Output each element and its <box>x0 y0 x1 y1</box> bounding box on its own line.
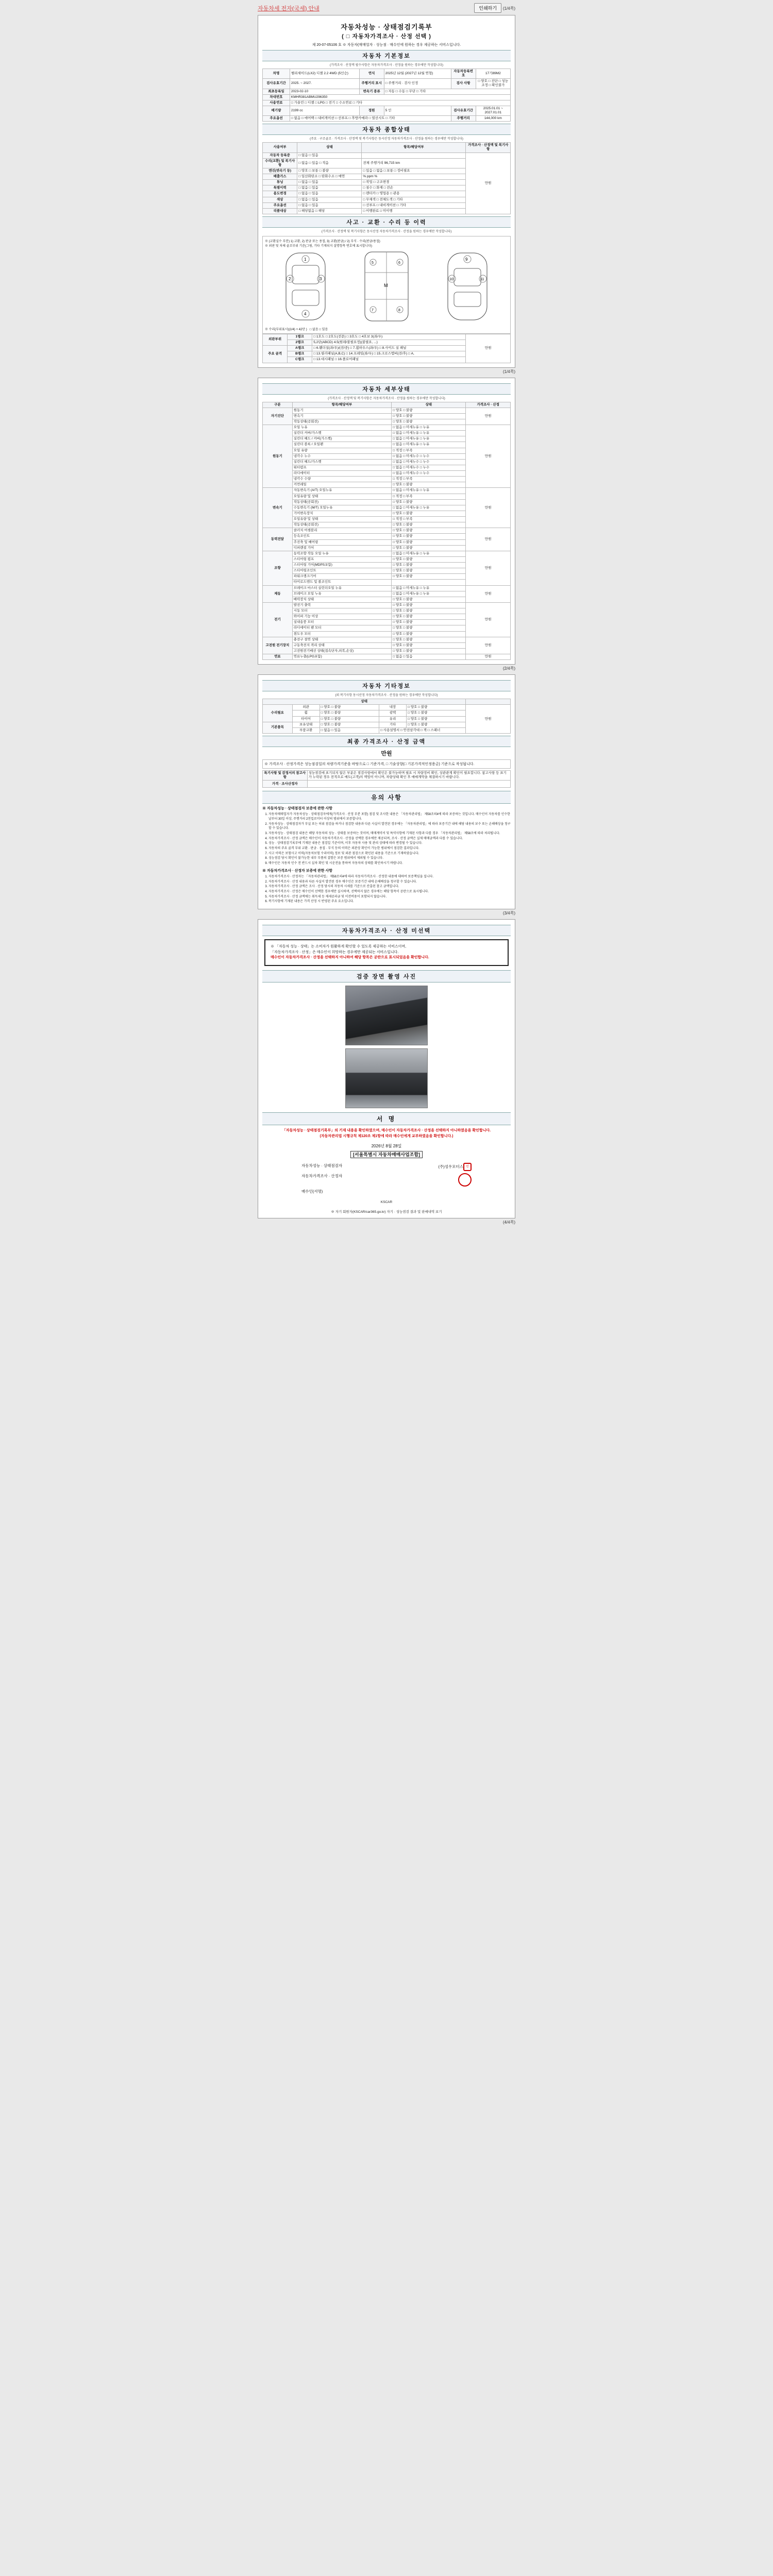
vehicle-photo-front <box>345 986 428 1045</box>
footer-note: ※ 자기 회원자(KSCAR/car365.go.kr) 자기 · 성능점검 결과 및 판매내역 보기 <box>331 1210 442 1214</box>
svg-text:11: 11 <box>480 277 484 281</box>
table-row: B랭크 □ 13.필러패널(A,B,C) □ 14.프레임(좌/우) □ 15.크로스멤버(전/후) □ A, <box>263 351 511 357</box>
signature-rows <box>301 1162 472 1195</box>
table-row: 작동상태(공회전) □ 양호 □ 불량 <box>263 522 511 528</box>
table-row <box>263 89 511 94</box>
sheet-page-4 <box>258 919 515 1218</box>
table-row: 스티어링 펌프 □ 양호 □ 불량 <box>263 556 511 562</box>
section-basic-title: 자동차 기본정보 <box>262 50 511 61</box>
list-item: 1. 자동차매매업자가 자동차성능 · 상태점검자에게(가격조사 · 산정 부분 포함) 점검 및 조사한 내용은 「자동차관리법」 제58조의4에 따라 보증하는 것입니다. 매수인이 자동차를 인수한 날부터 30일 이상, 주행거리 2천킬로미터 이상의 범위에서 보증합니다. <box>268 812 511 821</box>
cell-label: 자동차등록번호 <box>451 69 476 79</box>
sheet-page-2 <box>258 378 515 665</box>
table-row: 원동기 오일 누유 □ 없음 □ 미세누유 □ 누유 만원 <box>263 425 511 431</box>
table-row: 디퍼렌셜 기어 □ 양호 □ 불량 <box>263 545 511 551</box>
basic-info-table <box>262 69 511 122</box>
price-cell: 만원 <box>466 602 511 637</box>
table-row: 오일 유량 □ 적정 □ 부족 <box>263 448 511 453</box>
final-amount: 만원 <box>381 750 392 757</box>
table-row <box>263 100 511 106</box>
price-cell: 만원 <box>466 488 511 528</box>
table-row: 작동상태(공회전) □ 양호 □ 불량 <box>263 419 511 425</box>
other-info-table <box>262 699 511 734</box>
photos-title: 검증 장면 촬영 사진 <box>262 970 511 982</box>
table-row: 색상 □ 없음 □ 있음 □ 무채색 □ 전체도색 □ 기타 <box>263 197 511 202</box>
signature-row <box>301 1162 472 1172</box>
table-row: 용도변경 □ 없음 □ 있음 □ 렌터카 □ 영업용 □ 관용 <box>263 191 511 197</box>
price-cell: 만원 <box>466 705 511 734</box>
mileage-value: 144,000 <box>484 116 497 121</box>
table-row: 와이퍼 기능 이상 □ 양호 □ 불량 <box>263 614 511 620</box>
table-row: 타이어 □ 양호 □ 불량 유리 □ 양호 □ 불량 <box>263 716 511 722</box>
col-header: 구분 <box>263 402 293 408</box>
table-row: 엔진(변속기 등) □ 양호 □ 보통 □ 불량 □ 있음 □ 없음 □ 보통 □ 정비필요 <box>263 168 511 174</box>
table-row: 라디에이터 □ 없음 □ 미세누수 □ 누수 <box>263 471 511 477</box>
list-item: 3. 자동차성능 · 상태점검 내용은 해당 자동차의 성능 · 상태를 보증하는 것이며, 매매계약서 및 특약사항에 기재된 사항과 다를 경우 「자동차관리법」 제58조에 따라 처리됩니다. <box>268 832 511 836</box>
tax-link[interactable]: 자동차세 전자(국세) 안내 <box>258 5 320 12</box>
table-row: 스티어링 기어(MDPS포함) □ 양호 □ 불량 <box>263 563 511 568</box>
cell-label: 변속기 종류 <box>359 89 384 94</box>
cell-label: 검사유효기간 <box>451 106 476 115</box>
table-row <box>263 94 511 100</box>
table-row: 수리(교환) 및 복기사항 □ 없음 □ 있음 □ 적음 전체 주행거리 96,715 km <box>263 158 511 168</box>
table-row: 브레이크 오일 누유 □ 없음 □ 미세누유 □ 누유 <box>263 591 511 597</box>
damage-diagram <box>262 236 511 334</box>
section-accident-title: 사고 · 교환 · 수리 등 이력 <box>262 216 511 228</box>
price-cell: 만원 <box>466 152 511 214</box>
svg-text:7: 7 <box>371 308 374 312</box>
table-row: 특기사항 및 감정서의 참고사항 성능점검에 표기되지 않은 부분은 점검사항에서 확인은 불가능하며 필요 시 차량정비 확인, 상관관계 확인이 필요합니다. 참고사항 등 표기가 누락된 경우 전적으로 매도(고객)의 책임이 아니며, 차량상태 확인 후 매매계약을 체결하시기 바랍니다. <box>263 770 511 780</box>
table-row: 실린더 블록 / 오일팬 □ 없음 □ 미세누유 □ 누유 <box>263 442 511 448</box>
cell-label: 주행거리 <box>451 116 476 122</box>
notice-body <box>262 806 511 904</box>
col-header: 상태 <box>263 699 466 705</box>
cell-value: 팰리세이드(LX2) 디젤 2.2 4WD (5인승) <box>290 69 359 79</box>
cell-value: □ 없음 □ 에어백 □ 내비게이션 □ 선루프 □ 후방카메라 □ 열선시트 □ 기타 <box>290 116 451 122</box>
table-row: 윈도우 모터 □ 양호 □ 불량 <box>263 631 511 637</box>
section-other-title: 자동차 기타정보 <box>262 680 511 691</box>
section-select-title: 자동차가격조사 · 산정 미선택 <box>262 925 511 936</box>
table-row: 수리필요 외관 □ 양호 □ 불량 내장 □ 양호 □ 불량 만원 <box>263 705 511 710</box>
table-row: 실린더 헤드/가스켓 □ 없음 □ 미세누수 □ 누수 <box>263 459 511 465</box>
notice-title: 유의 사항 <box>262 791 511 804</box>
sign-title: 서 명 <box>262 1112 511 1125</box>
table-row: 휠 □ 양호 □ 불량 광택 □ 양호 □ 불량 <box>263 710 511 716</box>
remark-table <box>262 770 511 788</box>
car-view-right <box>436 248 498 325</box>
svg-text:1: 1 <box>304 257 307 262</box>
select-line-1: ※ 「자동차 성능 · 상태」는 소비자가 원활하게 확인할 수 있도록 제공하는 서비스이며, <box>271 945 407 949</box>
table-row: 튜닝 □ 없음 □ 있음 □ 작업 □ 구조변경 <box>263 180 511 185</box>
col-header: 항목/해당여부 <box>292 402 391 408</box>
table-row: 조향 동력조향 작동 오일 누유 □ 없음 □ 미세누유 □ 누유 만원 <box>263 551 511 556</box>
signature-label: 매수인(서명) <box>301 1189 323 1194</box>
cell-label: 주요옵션 <box>263 116 290 122</box>
cell-label: 배기량 <box>263 106 290 115</box>
cell-label: 차대번호 <box>263 94 290 100</box>
cell-value: □ 가솔린 □ 디젤 □ LPG □ 전기 □ 수소연료 □ 기타 <box>290 100 510 106</box>
car-view-top <box>356 248 417 325</box>
list-item: 4. 자동차가격조사 · 산정은 매수인이 선택한 경우에만 실시하며, 선택하지 않은 경우에는 해당 항목이 공란으로 표시됩니다. <box>268 890 511 894</box>
section-basic-note: (가격조사 · 산정액 필수사항은 자동차가격조사 · 산정을 원하는 경우에만 작성합니다) <box>329 64 444 67</box>
table-row: 배기량 2199 cc 정원 5 인 검사유효기간 2025.01.01 ~ 2027.01.01 <box>263 106 511 115</box>
list-item: 5. 자동차가격조사 · 산정 금액에는 취득세 등 제세공과금 및 이전비용이 포함되지 않습니다. <box>268 895 511 900</box>
svg-text:8: 8 <box>398 308 400 312</box>
svg-text:10: 10 <box>449 277 454 281</box>
page-footer-2: (2/4쪽) <box>502 666 515 671</box>
svg-text:6: 6 <box>398 261 400 265</box>
col-header: 항목/해당여부 <box>362 143 466 152</box>
cell-label: 정원 <box>359 106 384 115</box>
doc-subtitle: ( □ 자동차가격조사 · 산정 선택 ) <box>342 33 431 40</box>
table-row: 구동축전지 격리 상태 □ 양호 □ 불량 <box>263 642 511 648</box>
table-row: 실린더 헤드 / 커버(가스켓) □ 없음 □ 미세누유 □ 누유 <box>263 436 511 442</box>
table-row: 주요옵션 □ 없음 □ 에어백 □ 내비게이션 □ 선루프 □ 후방카메라 □ 열선시트 □ 기타 주행거리 144,000 km <box>263 116 511 122</box>
notice-group-title: ※ 자동차가격조사 · 산정자 보증에 관한 사항 <box>262 869 332 873</box>
frame-rank-table <box>262 334 511 363</box>
list-item: 4. 자동차가격조사 · 산정 금액은 매수인이 자동차가격조사 · 산정을 선택한 경우에만 제공되며, 조사 · 산정 금액은 실제 매매금액과 다를 수 있습니다. <box>268 837 511 841</box>
col-header <box>466 699 511 705</box>
sign-red-1: 「자동차성능 · 상태점검기록부」의 기재 내용을 확인하였으며, 매수인이 자동차가격조사 · 산정을 선택하지 아니하였음을 확인합니다. <box>282 1128 491 1132</box>
section-detail-title: 자동차 세부상태 <box>262 383 511 395</box>
cell-value: 2025. ~ 2027. <box>290 79 359 89</box>
doc-title: 자동차성능 · 상태점검기록부 <box>341 23 432 31</box>
cell-label: 차명 <box>263 69 290 79</box>
footer-kscar-code: KSCAR <box>380 1200 393 1204</box>
cell-value: 2023-02-10 <box>290 89 359 94</box>
notice-list-1 <box>268 812 511 866</box>
table-row: 주요옵션 □ 없음 □ 있음 □ 선루프 □ 내비게이션 □ 기타 <box>263 202 511 208</box>
table-row: 고전원 전기장치 충전구 절연 상태 □ 양호 □ 불량 만원 <box>263 637 511 642</box>
col-header: 가격조사 · 산정액 및 복기사항 <box>466 143 511 152</box>
table-row <box>263 79 511 89</box>
table-row: 변속기 자동변속기 (A/T) 오일누유 □ 없음 □ 미세누유 □ 누유 만원 <box>263 488 511 494</box>
cell-value: □ 주행거리 · 검사 인정 <box>384 79 451 89</box>
sign-org-box <box>262 1151 511 1158</box>
select-box <box>264 939 509 966</box>
seal-stamp-icon: 인 <box>463 1163 472 1171</box>
list-item: 7. 사고 이력은 보험사고 이력(자동차보험 수리이력) 정보 및 외관 점검으로 확인된 내용을 기준으로 기재하였습니다. <box>268 852 511 856</box>
print-button[interactable]: 인쇄하기 <box>474 3 501 13</box>
page-footer-4: (4/4쪽) <box>502 1219 515 1225</box>
signature-label: 자동차성능 · 상태점검자 <box>301 1163 343 1168</box>
table-row: 기어변속장치 □ 양호 □ 불량 <box>263 511 511 516</box>
doc-docnumber: 제 20-07-05106 호 ※ 자동차(매매업자 · 성능점 · 매수인에 원하는 경우 제공하는 서비스입니다. <box>312 43 461 47</box>
list-item: 6. 자동차의 주요 골격 부위 교환 · 판금 · 용접 · 부식 등의 이력은 외관상 확인이 가능한 범위에서 점검한 결과입니다. <box>268 846 511 851</box>
table-row: 제동 브레이크 마스터 실린더오일 누유 □ 없음 □ 미세누유 □ 누유 만원 <box>263 585 511 591</box>
svg-text:2: 2 <box>288 276 291 281</box>
list-item: 3. 자동차가격조사 · 산정 금액은 조사 · 산정 당시의 자동차 시세를 기준으로 산출된 참고 금액입니다. <box>268 885 511 889</box>
list-item: 5. 성능 · 상태점검기록부에 기재된 내용은 점검일 기준이며, 이후 자동차 사용 및 관리 상태에 따라 변경될 수 있습니다. <box>268 841 511 846</box>
section-overall-note: (주요 · 구조골조 · 가격조사 · 산정액 및 복기사항은 동시산정 자동차가격조사 · 산정을 원하는 경우에만 작성합니다) <box>310 138 463 141</box>
table-row: 배출가스 □ 일산화탄소 □ 탄화수소 □ 매연 % ppm % <box>263 174 511 180</box>
cell-label: 최초등록일 <box>263 89 290 94</box>
table-row: 수동변속기 (M/T) 오일누유 □ 없음 □ 미세누유 □ 누유 <box>263 505 511 511</box>
table-row: C랭크 □ 13.대시패널 □ 16.플로어패널 <box>263 357 511 363</box>
table-row: 전기 발전기 출력 □ 양호 □ 불량 만원 <box>263 602 511 608</box>
table-row: 냉각수 누수 □ 없음 □ 미세누수 □ 누수 <box>263 453 511 459</box>
table-row: 라디에이터 팬 모터 □ 양호 □ 불량 <box>263 625 511 631</box>
section-price-title: 최종 가격조사 · 산정 금액 <box>262 736 511 747</box>
vehicle-photo-rear <box>345 1048 428 1108</box>
table-row: 실내송풍 모터 □ 양호 □ 불량 <box>263 620 511 625</box>
table-row: 기본품목 보유상태 □ 양호 □ 불량 기타 □ 양호 □ 불량 <box>263 722 511 727</box>
table-row: 자동차 등록증 □ 없음 □ 있음 만원 <box>263 152 511 158</box>
cell-label: 검사유효기간 <box>263 79 290 89</box>
signature-row <box>301 1188 472 1195</box>
table-row: 스티어링조인트 □ 양호 □ 불량 <box>263 568 511 574</box>
table-row: 변속기 □ 양호 □ 불량 <box>263 413 511 419</box>
cell-label: 주행거리 표시 <box>359 79 384 89</box>
price-cell: 만원 <box>466 408 511 425</box>
diagram-note-1: ※ (교환실수 부분) 1) 교환, 2) 판금 또는 용접, 3) 교환(판금) / 2) 부식 · 수리(판금/용접) <box>265 240 380 243</box>
diagram-note-2: ※ 외판 및 차체 골조부위 기준(그림, 기타 기재되지 설명항목 번호에 표시합니다) <box>265 244 373 248</box>
detail-state-table <box>262 402 511 660</box>
table-row: 타이로드엔드 및 볼조인트 <box>263 580 511 585</box>
price-cell: 만원 <box>466 334 511 363</box>
table-row: 냉각수 수량 □ 적정 □ 부족 <box>263 477 511 482</box>
svg-text:5: 5 <box>371 261 374 265</box>
select-line-3: 매수인이 자동차가격조사 · 산정을 선택하지 아니하여 해당 항목은 공란으로 표시되었음을 확인합니다. <box>271 956 429 960</box>
table-row: 가격 · 조사산정자 <box>263 781 511 788</box>
list-item: 8. 성능점검 당시 확인이 불가능한 내부 부품의 결함은 보증 범위에서 제외될 수 있습니다. <box>268 856 511 861</box>
signature-row <box>301 1172 472 1188</box>
table-row: 파워크랭크기어 □ 양호 □ 불량 <box>263 574 511 580</box>
table-row: 동력전달 클러치 어셈블리 □ 양호 □ 불량 만원 <box>263 528 511 534</box>
col-header: 상태 <box>392 402 466 408</box>
price-cell: 만원 <box>466 637 511 654</box>
table-row: 부품교환 □ 없음 □ 있음 □ 사용설명서 □ 안전삼각대 □ 잭 □ 스패너 <box>263 727 511 733</box>
table-row: 주요 골격 A랭크 □ 6.휀더설(좌/우)/(전/중) □ 7.휠하우스(좌/우) □ 8.사이드 실 패널 <box>263 346 511 351</box>
notice-group-title: ※ 자동차성능 · 상태점검자 보증에 관한 사항 <box>262 807 332 811</box>
topbar <box>0 0 773 15</box>
cell-value: □ 양호 □ 진단 □ 성능조정 □ 확인불가 <box>476 79 510 89</box>
cell-label: 연식 <box>359 69 384 79</box>
section-other-note: (외 복기사항 동시산정 자동차가격조사 · 산정을 원하는 경우에만 작성합니다) <box>335 694 438 698</box>
table-row: 시동 모터 □ 양호 □ 불량 <box>263 608 511 614</box>
table-row: 특별이력 □ 없음 □ 있음 □ 침수 □ 화재 □ 전손 <box>263 185 511 191</box>
page-footer-3: (3/4쪽) <box>502 911 515 916</box>
section-accident-note: (가격조사 · 산정액 및 복기사항은 동시산정 자동차가격조사 · 산정을 원하는 경우에만 작성합니다) <box>321 230 452 233</box>
col-header: 상태 <box>297 143 362 152</box>
list-item: 2. 자동차성능 · 상태점검자가 부실 또는 허위 점검을 하거나 점검한 내용과 다른 사실이 발견된 경우에는 「자동차관리법」에 따라 보증기간 내에 해당 내용의 보수 또는 손해배상을 청구할 수 있습니다. <box>268 822 511 831</box>
cell-value: 17기89M2 <box>476 69 510 79</box>
svg-text:9: 9 <box>465 257 468 262</box>
cell-value: KMHR381ABMU296350 <box>290 94 510 100</box>
table-row: 커먼레일 □ 양호 □ 불량 <box>263 482 511 488</box>
table-row: 오일유량 및 상태 □ 적정 □ 부족 <box>263 517 511 522</box>
select-line-2: 「자동차가격조사 · 산정」은 매수인이 희망하는 경우에만 제공되는 서비스입니다. <box>271 950 399 954</box>
price-cell: 만원 <box>466 425 511 488</box>
table-row: 2랭크 5,2단(ABCD) 4.5(원래/불필요정)(불필요, ...) <box>263 340 511 346</box>
list-item: 2. 자동차가격조사 · 산정 내용과 다른 사실이 발견된 경우 매수인은 보증기간 내에 손해배상을 청구할 수 있습니다. <box>268 880 511 885</box>
list-item: 6. 복기사항에 기재된 내용은 가격 산정 시 반영된 주요 요소입니다. <box>268 900 511 904</box>
sheet-page-1 <box>258 15 515 368</box>
legend-repair: ※ 수리(부위표시)(1/4) + 42단 ) <box>265 328 307 331</box>
table-row <box>263 69 511 79</box>
table-row: 외판부위 1랭크 □ 1호도 □ 2호도(전문) □ 3호도 □ 4호보 3(좌/우) 만원 <box>263 334 511 340</box>
svg-text:3: 3 <box>319 276 322 281</box>
table-row: 연료 연료누출(LPG포함) □ 없음 □ 있음 만원 <box>263 654 511 660</box>
page-number: (1/4쪽) <box>502 6 515 11</box>
car-view-left <box>275 248 337 325</box>
page-footer-1: (1/4쪽) <box>502 369 515 374</box>
sign-date: 2026년 8월 28일 <box>371 1143 402 1148</box>
table-row: 실린더 커버/가스켓 □ 없음 □ 미세누유 □ 누유 <box>263 431 511 436</box>
sign-red-2: (자동차관리법 시행규칙 제120조 제1항에 따라 매수인에게 교부하였음을 확인합니다.) <box>320 1134 453 1138</box>
table-row: 추진축 및 베어링 □ 양호 □ 불량 <box>263 539 511 545</box>
round-seal-icon <box>458 1173 472 1187</box>
price-cell: 만원 <box>466 528 511 551</box>
price-note: ※ 가격조사 · 산정가격은 성능점검일의 차량가격기준을 바탕으로 □ 기준가격, □ 기술상향(□ 기본가격적인정용금) 기준으로 작성됩니다. <box>262 759 511 769</box>
cell-label: 검사 사항 <box>451 79 476 89</box>
signature-label: 자동차가격조사 · 산정자 <box>301 1173 343 1178</box>
engine-cc: 2199 <box>291 108 299 112</box>
col-header: 사용여부 <box>263 143 297 152</box>
table-row: 리콜대상 □ 해당없음 □ 해당 □ 이행완료 □ 미이행 <box>263 208 511 214</box>
legend-yesno: □ 없음 □ 있음 <box>309 328 328 331</box>
table-row: 고전원전기배선 상태(접속단자,피복,손상) □ 양호 □ 불량 <box>263 648 511 654</box>
table-row: 작동상태(공회전) □ 양호 □ 불량 <box>263 499 511 505</box>
notice-list-2 <box>268 875 511 904</box>
cell-value: 2025년 12월 (2027년 12월 연형) <box>384 69 451 79</box>
price-cell: 만원 <box>466 654 511 660</box>
cell-label: 사용연료 <box>263 100 290 106</box>
table-row: 자기진단 원동기 □ 양호 □ 불량 만원 <box>263 408 511 413</box>
table-row: 오일유량 및 상태 □ 적정 □ 부족 <box>263 494 511 499</box>
table-row: 워터펌프 □ 없음 □ 미세누수 □ 누수 <box>263 465 511 470</box>
svg-text:4: 4 <box>304 311 307 316</box>
price-cell: 만원 <box>466 585 511 602</box>
cell-value: 2025.01.01 ~ 2027.01.01 <box>476 106 510 115</box>
sign-org-label: [서울특별시 자동차매매사업조합] <box>350 1151 423 1158</box>
svg-text:M: M <box>383 282 388 288</box>
overall-state-table <box>262 142 511 214</box>
cell-value: □ 자동 □ 수동 □ 무단 □ 기타 <box>384 89 510 94</box>
col-header: 가격조사 · 산정 <box>466 402 511 408</box>
signature-value: (주)성우모터스 <box>438 1164 463 1170</box>
table-row: 배력장치 상태 □ 양호 □ 불량 <box>263 597 511 602</box>
table-row: 등속조인트 □ 양호 □ 불량 <box>263 534 511 539</box>
sheet-page-3 <box>258 674 515 909</box>
seat-count: 5 <box>385 108 388 112</box>
section-detail-note: (가격조사 · 산정액 및 복기사항은 자동차가격조사 · 산정을 원하는 경우에만 작성합니다) <box>328 397 445 400</box>
list-item: 1. 자동차가격조사 · 산정자는 「자동차관리법」 제58조의4에 따라 자동차가격조사 · 산정한 내용에 대하여 보증책임을 집니다. <box>268 875 511 879</box>
list-item: 9. 매수인은 자동차 인수 전 반드시 실차 확인 및 시운전을 통하여 자동차의 상태를 확인하시기 바랍니다. <box>268 861 511 866</box>
price-cell: 만원 <box>466 551 511 585</box>
section-overall-title: 자동차 종합상태 <box>262 124 511 135</box>
